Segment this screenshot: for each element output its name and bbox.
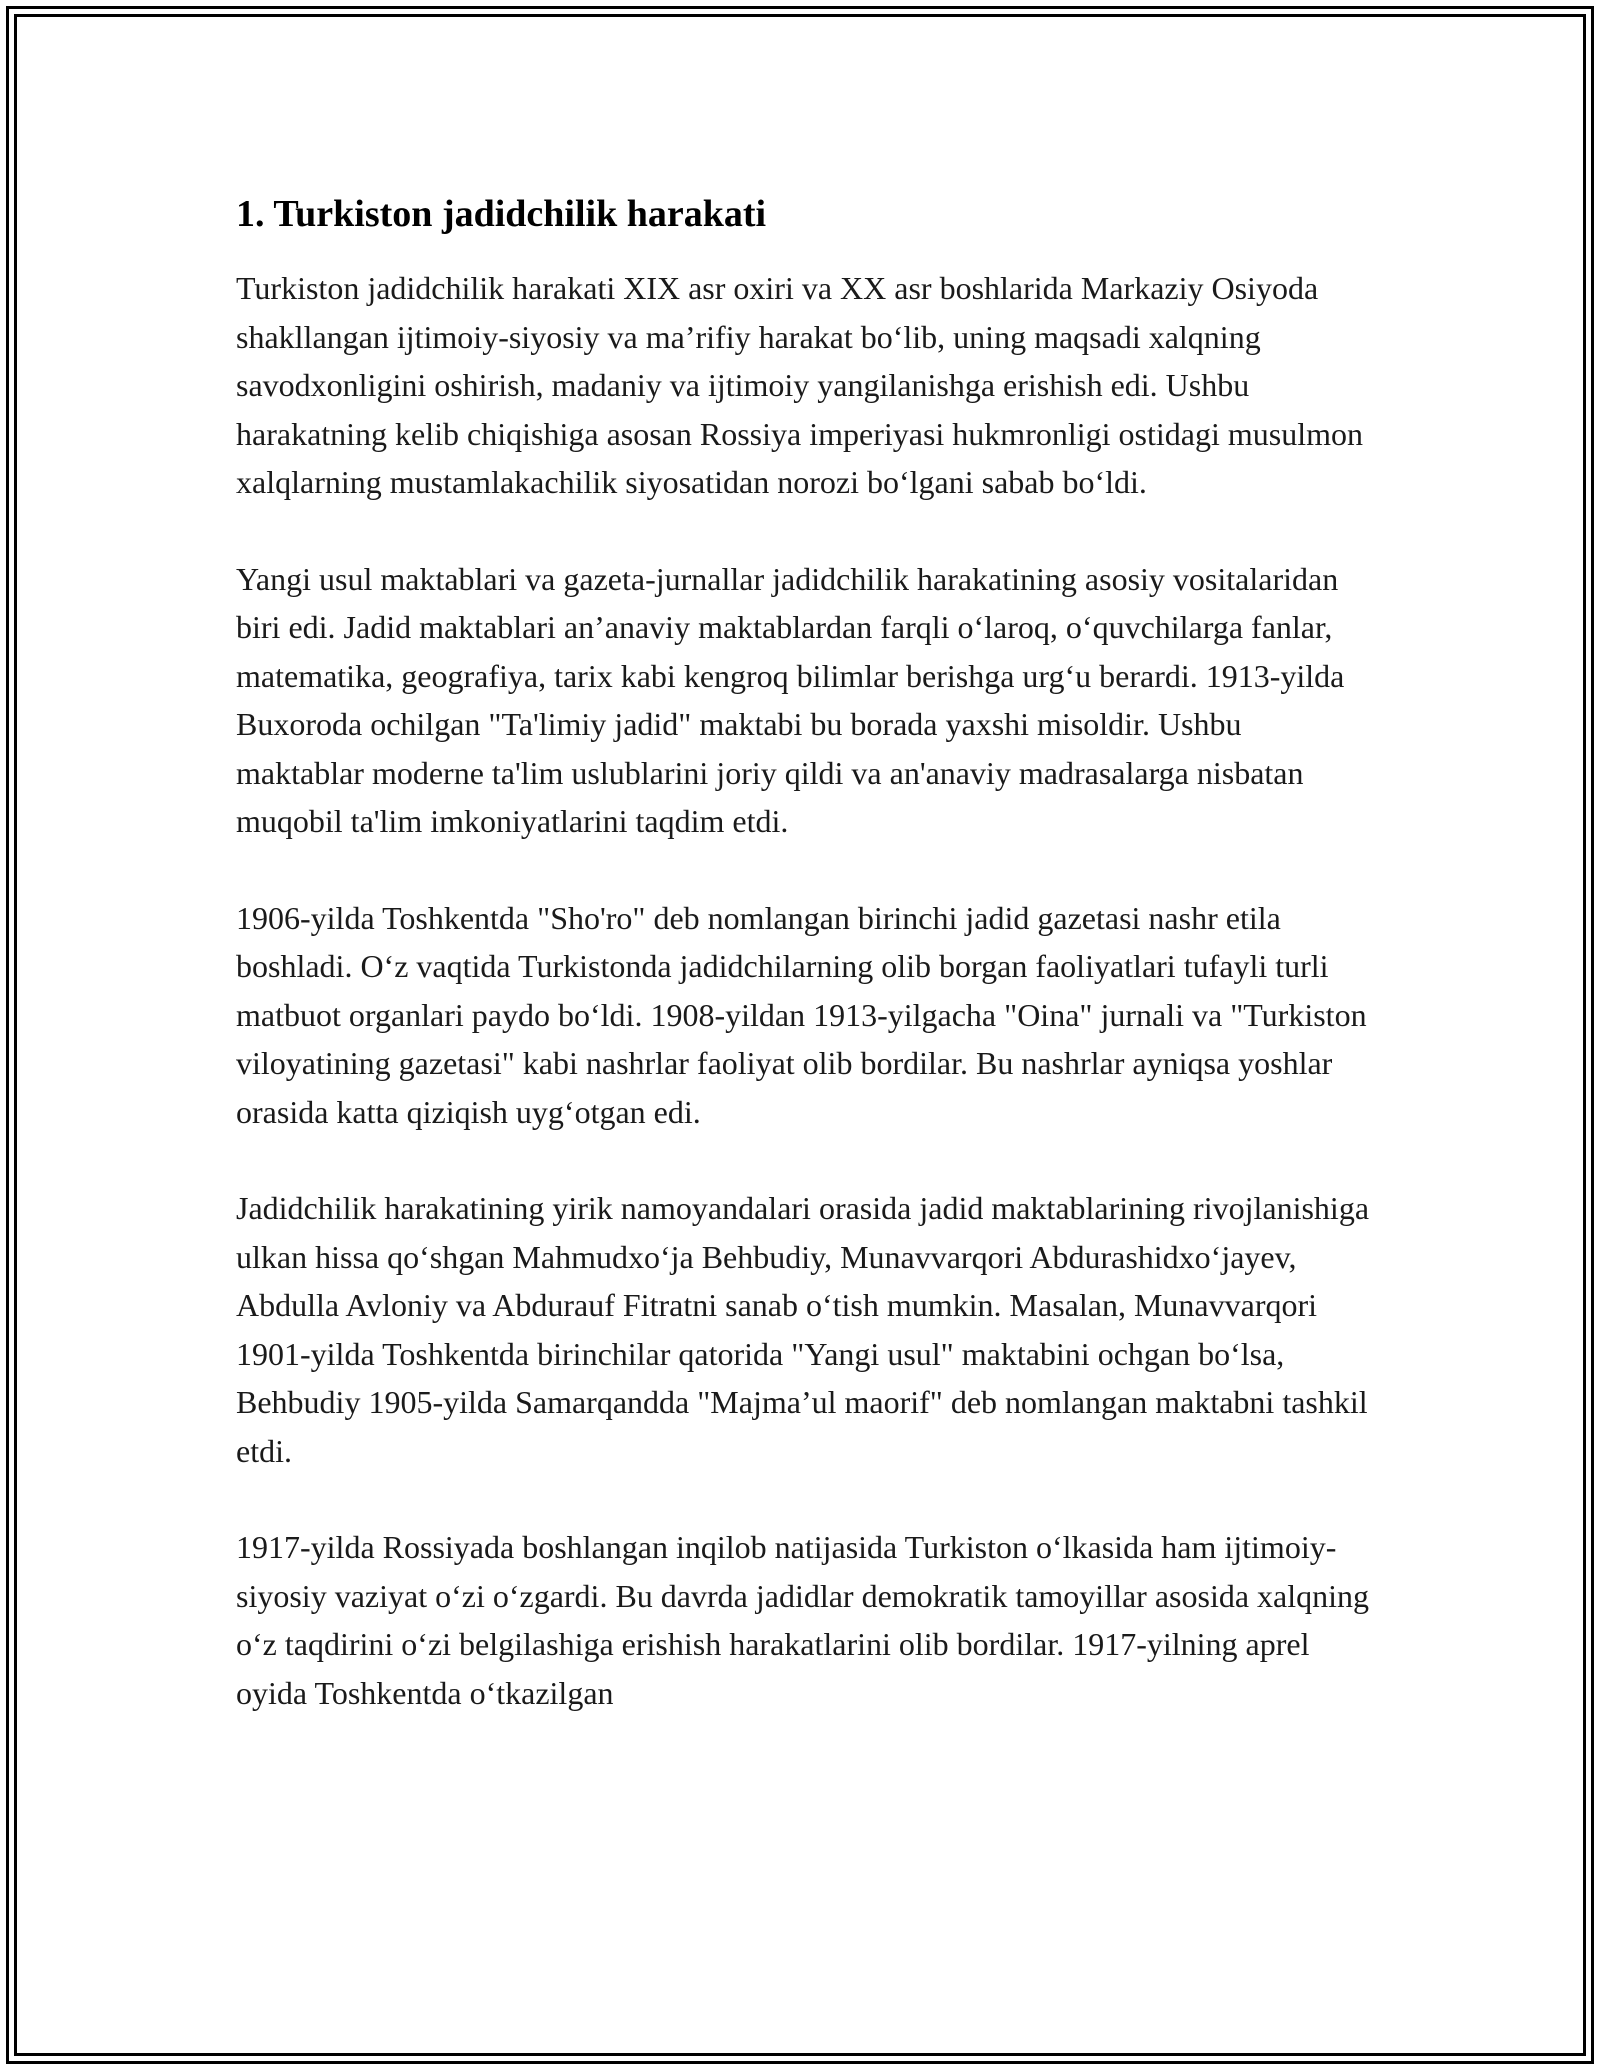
paragraph-leaders: Jadidchilik harakatining yirik namoyandalari orasida jadid maktablarining rivojlanishiga ulkan hissa qo‘shgan Mahmudxo‘ja Behbudiy, Munavvarqori Abdurashidxo‘jayev, Abdulla Avloniy va Abdurauf Fitratni sanab o‘tish mumkin. Masalan, Munavvarqori 1901-yilda Toshkentda birinchilar qatorida "Yangi usul" maktabini ochgan bo‘lsa, Behbudiy 1905-yilda Samarqandda "Majma’ul maorif" deb nomlangan maktabni tashkil etdi. — [236, 1190, 1370, 1469]
paragraph-origins: Turkiston jadidchilik harakati XIX asr oxiri va XX asr boshlarida Markaziy Osiyoda shakllangan ijtimoiy-siyosiy va ma’rifiy harakat bo‘lib, uning maqsadi xalqning savodxonligini oshirish, madaniy va ijtimoiy yangilanishga erishish edi. Ushbu harakatning kelib chiqishiga asosan Rossiya imperiyasi hukmronligi ostidagi musulmon xalqlarning mustamlakachilik siyosatidan norozi bo‘lgani sabab bo‘ldi. — [236, 270, 1363, 500]
paragraph-new-method-schools: Yangi usul maktablari va gazeta-jurnallar jadidchilik harakatining asosiy vositalaridan biri edi. Jadid maktablari an’anaviy maktablardan farqli o‘laroq, o‘quvchilarga fanlar, matematika, geografiya, tarix kabi kengroq bilimlar berishga urg‘u berardi. 1913-yilda Buxoroda ochilgan "Ta'limiy jadid" maktabi bu borada yaxshi misoldir. Ushbu maktablar moderne ta'lim uslublarini joriy qildi va an'anaviy madrasalarga nisbatan muqobil ta'lim imkoniyatlarini taqdim etdi. — [236, 560, 1345, 839]
paragraph-press: 1906-yilda Toshkentda "Sho'ro" deb nomlangan birinchi jadid gazetasi nashr etila boshladi. O‘z vaqtida Turkistonda jadidchilarning olib borgan faoliyatlari tufayli turli matbuot organlari paydo bo‘ldi. 1908-yildan 1913-yilgacha "Oina" jurnali va "Turkiston viloyatining gazetasi" kabi nashrlar faoliyat olib bordilar. Bu nashrlar ayniqsa yoshlar orasida katta qiziqish uyg‘otgan edi. — [236, 899, 1367, 1130]
section-title: 1. Turkiston jadidchilik harakati — [236, 193, 767, 235]
paragraph-1917-revolution: 1917-yilda Rossiyada boshlangan inqilob natijasida Turkiston o‘lkasida ham ijtimoiy-siyosiy vaziyat o‘zi o‘zgardi. Bu davrda jadidlar demokratik tamoyillar asosida xalqning o‘z taqdirini o‘zi belgilashiga erishish harakatlarini olib bordilar. 1917-yilning aprel oyida Toshkentda o‘tkazilgan — [236, 1529, 1370, 1711]
document-body — [236, 188, 1376, 1765]
